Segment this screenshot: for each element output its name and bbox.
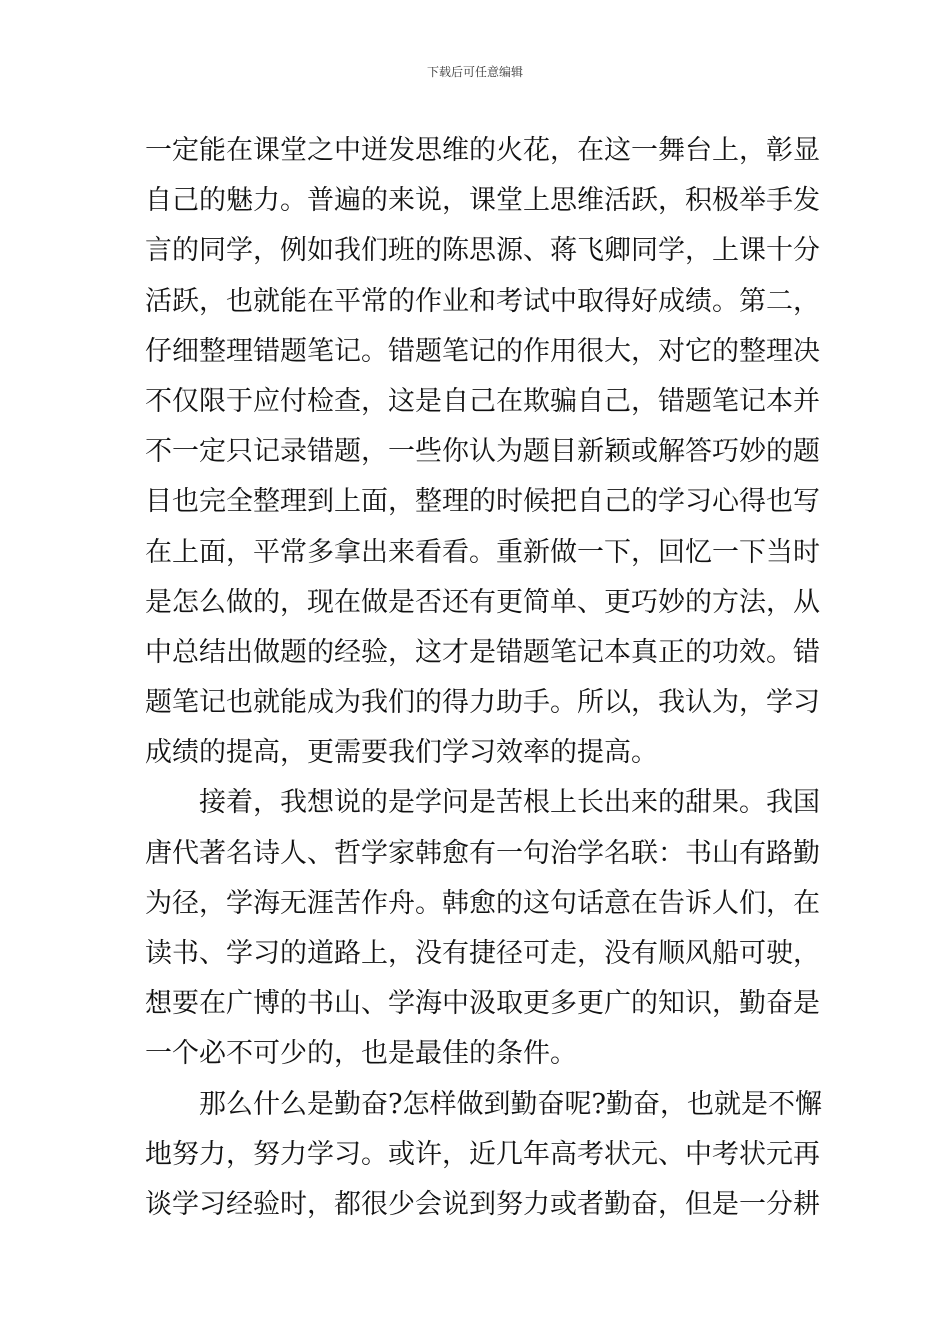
text-line: 目也完全整理到上面，整理的时候把自己的学习心得也写: [145, 486, 820, 518]
document-body: [145, 126, 822, 1230]
paragraph: [145, 1080, 822, 1231]
text-line: 自己的魅力。普遍的来说，课堂上思维活跃，积极举手发: [145, 185, 820, 217]
text-line: 是怎么做的，现在做是否还有更简单、更巧妙的方法，从: [145, 586, 820, 618]
text-line: 一定能在课堂之中迸发思维的火花，在这一舞台上，彰显: [145, 135, 820, 166]
text-line: 题笔记也就能成为我们的得力助手。所以，我认为，学习: [145, 687, 820, 719]
text-line-first: 那么什么是勤奋?怎样做到勤奋呢?勤奋，也就是不懈: [199, 1088, 822, 1120]
text-line: 仔细整理错题笔记。错题笔记的作用很大，对它的整理决: [145, 335, 820, 367]
text-line: 在上面，平常多拿出来看看。重新做一下，回忆一下当时: [145, 536, 820, 568]
text-line: 地努力，努力学习。或许，近几年高考状元、中考状元再: [145, 1138, 820, 1170]
text-line: 言的同学，例如我们班的陈思源、蒋飞卿同学，上课十分: [145, 235, 820, 267]
text-line: 一个必不可少的，也是最佳的条件。: [145, 1038, 577, 1070]
text-line: 不一定只记录错题，一些你认为题目新颖或解答巧妙的题: [145, 436, 820, 468]
paragraph: [145, 126, 820, 778]
text-line: 唐代著名诗人、哲学家韩愈有一句治学名联：书山有路勤: [145, 837, 820, 869]
text-line: 谈学习经验时，都很少会说到努力或者勤奋，但是一分耕: [145, 1188, 820, 1220]
page-header: 下载后可任意编辑: [426, 65, 523, 79]
text-line: 想要在广博的书山、学海中汲取更多更广的知识，勤奋是: [145, 988, 820, 1020]
text-line: 成绩的提高，更需要我们学习效率的提高。: [145, 737, 658, 769]
paragraph: [145, 778, 820, 1079]
text-line: 读书、学习的道路上，没有捷径可走，没有顺风船可驶，: [145, 938, 820, 969]
text-line: 为径，学海无涯苦作舟。韩愈的这句话意在告诉人们，在: [145, 887, 820, 919]
text-line: 中总结出做题的经验，这才是错题笔记本真正的功效。错: [145, 636, 820, 668]
text-line: 活跃，也就能在平常的作业和考试中取得好成绩。第二，: [145, 285, 820, 317]
text-line-first: 接着，我想说的是学问是苦根上长出来的甜果。我国: [199, 787, 820, 819]
text-line: 不仅限于应付检查，这是自己在欺骗自己，错题笔记本并: [145, 385, 820, 417]
